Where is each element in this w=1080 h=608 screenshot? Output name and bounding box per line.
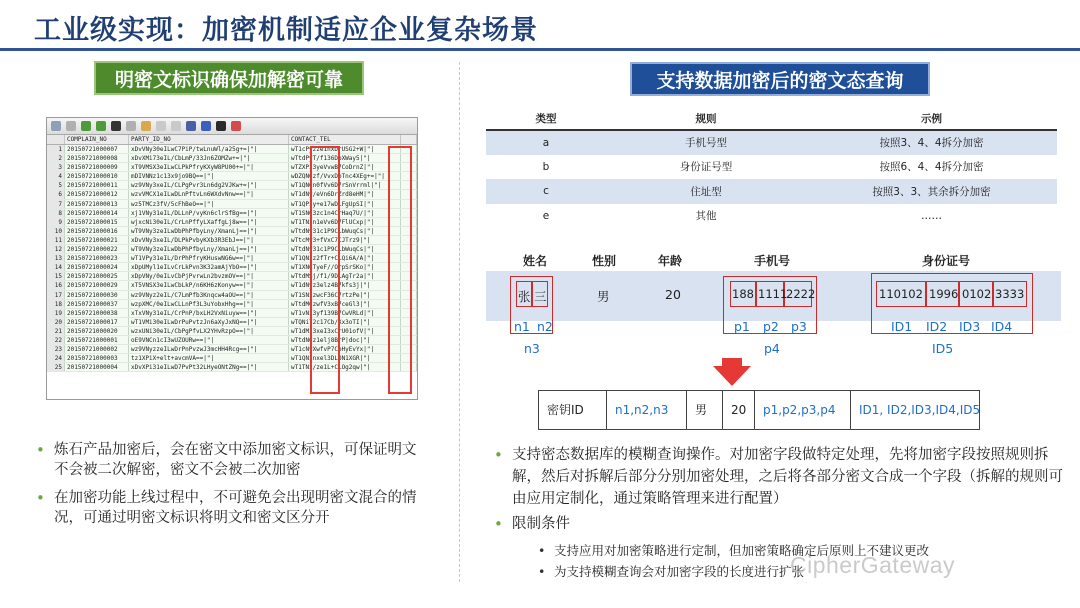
monitor-icon[interactable] bbox=[216, 121, 226, 131]
table-cell[interactable]: wTZXPi3yeVvwB7CoDrnZ|"| bbox=[289, 163, 401, 171]
table-cell[interactable]: wT1cNyXwfvP7CbHyEvYx|"| bbox=[289, 345, 401, 353]
eraser-icon[interactable] bbox=[171, 121, 181, 131]
table-cell[interactable]: 20150721000020 bbox=[65, 327, 129, 335]
table-cell[interactable]: wT1VPy31eIL/DrPhPfryKHuswNG6w==|"| bbox=[129, 254, 289, 262]
table-cell[interactable]: 20150721000009 bbox=[65, 163, 129, 171]
column-divider bbox=[459, 62, 460, 582]
right-bullet-list bbox=[492, 444, 1064, 538]
table-cell[interactable]: 20150721000014 bbox=[65, 209, 129, 217]
table-cell[interactable]: wT9VNy3zeILwDbPhPfbyLny/XmanLj==|"| bbox=[129, 227, 289, 235]
table-row bbox=[486, 155, 1057, 180]
table-cell: 身份证号型 bbox=[679, 161, 733, 174]
table-cell[interactable]: wT1SNC3zc1n4CrHaq7U/|"| bbox=[289, 209, 401, 217]
table-cell[interactable]: wzpXMC/0eILwCLLnPf3L3uYobxHhg==|"| bbox=[129, 300, 289, 308]
table-cell[interactable]: wT1XNCTyeF//OrpSrSKo|"| bbox=[289, 263, 401, 271]
table-cell[interactable]: 18 bbox=[47, 300, 65, 308]
pencil-icon[interactable] bbox=[156, 121, 166, 131]
table-cell[interactable]: 16 bbox=[47, 281, 65, 289]
table-cell: b bbox=[542, 160, 550, 173]
id-part: 0102 bbox=[962, 287, 992, 301]
table-cell[interactable]: wT9VNy3zeILwDbPhPfbyLny/XmanLj==|"| bbox=[129, 245, 289, 253]
id-cipher-cell: ID1, ID2,ID3,ID4,ID5 bbox=[859, 403, 981, 417]
home-icon[interactable] bbox=[141, 121, 151, 131]
table-cell[interactable]: 11 bbox=[47, 236, 65, 244]
table-cell[interactable]: 20150721000010 bbox=[65, 172, 129, 180]
left-bullet-list bbox=[34, 440, 424, 536]
table-cell[interactable]: wTtdNy31c1P9CLbWuqCs|"| bbox=[289, 227, 401, 235]
table-cell[interactable]: 20150721000012 bbox=[65, 190, 129, 198]
table-cell: 住址型 bbox=[606, 179, 806, 204]
table-cell[interactable]: 3 bbox=[47, 163, 65, 171]
spreadsheet-body bbox=[47, 145, 417, 372]
split-rule-table bbox=[486, 108, 1057, 228]
table-cell[interactable]: 10 bbox=[47, 227, 65, 235]
list-item: • 支持密态数据库的模糊查询操作。对加密字段做特定处理，先将加密字段按照规则拆解，然后对拆解后部分分别加密处理，之后将各部分密文合成一个字段（拆解的规则可由应用定制化，通过策略管理来进行配置） bbox=[492, 444, 1064, 510]
age-value: 20 bbox=[665, 287, 681, 302]
table-row[interactable] bbox=[47, 336, 417, 345]
table-cell[interactable]: 13 bbox=[47, 254, 65, 262]
table-cell[interactable]: 20150721000003 bbox=[65, 354, 129, 362]
table-cell[interactable]: wTtdPyT/f136DbXWay5|"| bbox=[289, 154, 401, 162]
table-cell[interactable]: tz1XPiX+elt+avcmVA==|"| bbox=[129, 354, 289, 362]
encrypted-result-row bbox=[538, 390, 980, 430]
table-cell[interactable]: xTxVNy31eIL/CrPnP/bxLH2VxNiuyw==|"| bbox=[129, 309, 289, 317]
key-id-cell: 密钥ID bbox=[539, 391, 607, 429]
table-cell[interactable]: 5 bbox=[47, 181, 65, 189]
table-cell[interactable]: wT1QPiy+e17wDLFgUpSI|"| bbox=[289, 200, 401, 208]
table-row[interactable] bbox=[47, 154, 417, 163]
table-cell[interactable]: 20150721000017 bbox=[65, 318, 129, 326]
table-cell[interactable]: wT1QNiz2fTr+CLQi6A/A|"| bbox=[289, 254, 401, 262]
save-icon[interactable] bbox=[201, 121, 211, 131]
grid-icon[interactable] bbox=[51, 121, 61, 131]
title-underline bbox=[0, 48, 1080, 51]
table-row bbox=[486, 130, 1057, 155]
table-cell[interactable]: 15 bbox=[47, 272, 65, 280]
table-cell[interactable]: wz9VNyz2eIL/C7LmPfb3Knqcw4aOU==|"| bbox=[129, 291, 289, 299]
table-cell: 其他 bbox=[695, 210, 717, 223]
table-cell[interactable]: 20150721000025 bbox=[65, 272, 129, 280]
table-cell[interactable]: 20150721000029 bbox=[65, 281, 129, 289]
ciphertext-spreadsheet bbox=[46, 117, 418, 400]
table-row[interactable] bbox=[47, 227, 417, 236]
list-item: • 限制条件 bbox=[492, 513, 1064, 535]
table-cell[interactable]: wT1QNinxel3DLON1XGR|"| bbox=[289, 354, 401, 362]
watermark: CipherGateway bbox=[790, 552, 956, 578]
table-cell[interactable]: 4 bbox=[47, 172, 65, 180]
table-row[interactable] bbox=[47, 218, 417, 227]
field-split-diagram bbox=[486, 244, 1061, 374]
table-cell[interactable]: 6 bbox=[47, 190, 65, 198]
table-cell[interactable]: mDIVNNz1c13x9jo9BQ==|"| bbox=[129, 172, 289, 180]
table-cell[interactable]: 20150721000013 bbox=[65, 200, 129, 208]
table-cell[interactable]: wz9VNyzzeILwDrPnPvzwJ3mcHH4Rcg==|"| bbox=[129, 345, 289, 353]
group-label: n3 bbox=[524, 341, 540, 356]
table-cell[interactable]: xj1VNy31eIL/DLLnP/vyKn6clrSfBg==|"| bbox=[129, 209, 289, 217]
ciphertext-marker-highlight bbox=[310, 146, 340, 394]
table-row[interactable] bbox=[47, 209, 417, 218]
table-cell[interactable]: 20150721000015 bbox=[65, 218, 129, 226]
table-header: 示例 bbox=[806, 108, 1057, 130]
segment-label: ID4 bbox=[991, 319, 1013, 334]
table-cell[interactable]: wT1dMi3xeI3xCrU01ofV|"| bbox=[289, 327, 401, 335]
table-cell[interactable]: 22 bbox=[47, 336, 65, 344]
segment-label: ID2 bbox=[926, 319, 948, 334]
phone-cipher-cell: p1,p2,p3,p4 bbox=[755, 391, 851, 429]
table-cell: 手机号型 bbox=[606, 130, 806, 155]
list-item: • 为支持模糊查询会对加密字段的长度进行扩张 bbox=[538, 561, 929, 582]
segment-label: p1 bbox=[734, 319, 750, 334]
table-cell[interactable]: wDZQNCzf/VvxDbTnc4XEg+=|"| bbox=[289, 172, 401, 180]
table-cell: 按照3、3、其余拆分加密 bbox=[806, 179, 1057, 204]
table-cell[interactable]: wTtdNCz1elj8BrP|doc|"| bbox=[289, 336, 401, 344]
table-cell[interactable]: 2 bbox=[47, 154, 65, 162]
table-row[interactable] bbox=[47, 236, 417, 245]
page-title: 工业级实现：加密机制适应企业复杂场景 bbox=[34, 15, 538, 46]
arrow-icon[interactable] bbox=[186, 121, 196, 131]
phone-part: 2222 bbox=[786, 287, 816, 301]
table-cell[interactable]: 7 bbox=[47, 200, 65, 208]
phone-part: 188 bbox=[732, 287, 754, 301]
table-cell[interactable]: wzxUNi30eIL/CbPgPfvLX2YHvRzpO==|"| bbox=[129, 327, 289, 335]
binoculars-icon[interactable] bbox=[111, 121, 121, 131]
table-cell: …… bbox=[921, 209, 942, 222]
table-cell[interactable]: wT1TNi/ze1L+CLOg2qw|"| bbox=[289, 363, 401, 371]
table-cell[interactable]: 20150721000038 bbox=[65, 309, 129, 317]
table-cell[interactable]: 20150721000037 bbox=[65, 300, 129, 308]
table-row[interactable] bbox=[47, 291, 417, 300]
table-cell[interactable]: 20150721000008 bbox=[65, 154, 129, 162]
table-cell[interactable]: xDvXMi73eIL/CbLmP/33Jn6ZOMZw+=|"| bbox=[129, 154, 289, 162]
table-cell[interactable]: wT1vNi3yf139B7CwVRLd|"| bbox=[289, 309, 401, 317]
table-cell[interactable]: wT1dNy/eVn6DrZrd8eHM|"| bbox=[289, 190, 401, 198]
table-cell[interactable]: 20150721000024 bbox=[65, 263, 129, 271]
table-cell[interactable]: 1 bbox=[47, 145, 65, 153]
table-cell[interactable]: wTtdNy31c1P9CLbWuqCs|"| bbox=[289, 245, 401, 253]
table-cell[interactable]: 25 bbox=[47, 363, 65, 371]
segment-label: n1 bbox=[514, 319, 530, 334]
list-item: • 炼石产品加密后，会在密文中添加密文标识，可保证明文不会被二次解密，密文不会被二次加密 bbox=[34, 440, 424, 480]
list-item: • 支持应用对加密策略进行定制，但加密策略确定后原则上不建议更改 bbox=[538, 540, 929, 561]
table-cell[interactable]: 17 bbox=[47, 291, 65, 299]
column-header-phone: 手机号 bbox=[754, 254, 791, 268]
table-cell[interactable]: wTtdMSj/f1/9DLAgTr2a|"| bbox=[289, 272, 401, 280]
dropdown-icon[interactable] bbox=[66, 121, 76, 131]
table-row[interactable] bbox=[47, 172, 417, 181]
table-cell[interactable]: 21 bbox=[47, 327, 65, 335]
table-cell[interactable]: 24 bbox=[47, 354, 65, 362]
table-cell[interactable]: wT1dNyz3elz4B7kfs3j|"| bbox=[289, 281, 401, 289]
column-header[interactable]: COMPLAIN_NO bbox=[65, 135, 129, 144]
column-header[interactable]: PARTY_ID_NO bbox=[129, 135, 289, 144]
table-row[interactable] bbox=[47, 245, 417, 254]
segment-label: p2 bbox=[763, 319, 779, 334]
table-cell[interactable]: xDvXPi31eILwD7PvPt32LHyeONtZNg==|"| bbox=[129, 363, 289, 371]
table-cell[interactable]: 20150721000011 bbox=[65, 181, 129, 189]
table-cell[interactable]: wz5TMCz3fV/5cFhBeO==|"| bbox=[129, 200, 289, 208]
table-row[interactable] bbox=[47, 345, 417, 354]
table-row[interactable] bbox=[47, 272, 417, 281]
table-cell[interactable]: 20150721000016 bbox=[65, 227, 129, 235]
left-section-banner: 明密文标识确保加解密可靠 bbox=[94, 61, 364, 95]
table-cell[interactable]: 20150721000023 bbox=[65, 254, 129, 262]
id-part: 3333 bbox=[995, 287, 1025, 301]
table-row[interactable] bbox=[47, 354, 417, 363]
spreadsheet-header bbox=[47, 135, 417, 145]
table-cell[interactable]: 20150721000022 bbox=[65, 245, 129, 253]
column-header[interactable]: CONTACT_TEL bbox=[289, 135, 401, 144]
id-part: 110102 bbox=[879, 287, 923, 301]
group-label: ID5 bbox=[932, 341, 954, 356]
table-cell: e bbox=[542, 209, 550, 222]
table-cell[interactable]: 8 bbox=[47, 209, 65, 217]
table-row[interactable] bbox=[47, 363, 417, 372]
table-cell[interactable]: 20150721000021 bbox=[65, 236, 129, 244]
table-cell[interactable]: wT1TNin1eVv6D7FlUCxp|"| bbox=[289, 218, 401, 226]
sort-down-icon[interactable] bbox=[81, 121, 91, 131]
table-row[interactable] bbox=[47, 254, 417, 263]
table-row[interactable] bbox=[47, 190, 417, 199]
table-cell[interactable]: xT5VNSX3eILwCbLkP/n6KH6zKonyw==|"| bbox=[129, 281, 289, 289]
group-label: p4 bbox=[764, 341, 780, 356]
table-cell[interactable]: wT1VMi30eILwDrPuPvtzJn6aXyJxNQ==|"| bbox=[129, 318, 289, 326]
down-arrow-icon bbox=[713, 366, 751, 386]
table-cell[interactable]: 20150721000002 bbox=[65, 345, 129, 353]
table-cell[interactable]: wzvVMCX1eILwDLnPftvLn6WXdvNnw==|"| bbox=[129, 190, 289, 198]
table-row[interactable] bbox=[47, 309, 417, 318]
table-row[interactable] bbox=[47, 163, 417, 172]
table-cell[interactable]: 12 bbox=[47, 245, 65, 253]
column-header-age: 年龄 bbox=[658, 254, 683, 268]
phone-part: 1111 bbox=[758, 287, 788, 301]
segment-label: p3 bbox=[791, 319, 807, 334]
table-header: 类型 bbox=[486, 108, 606, 130]
chart-icon[interactable] bbox=[231, 121, 241, 131]
age-cell: 20 bbox=[723, 391, 755, 429]
name-part: 张 bbox=[518, 289, 531, 304]
table-cell[interactable]: xDpUMyl1eILvCrLkPvn3K32amAjYbO==|"| bbox=[129, 263, 289, 271]
table-cell[interactable]: wT1cPyzze1nxDrUSG2+W|"| bbox=[289, 145, 401, 153]
name-part: 三 bbox=[534, 289, 547, 304]
sort-up-icon[interactable] bbox=[96, 121, 106, 131]
column-header-gender: 性别 bbox=[592, 254, 617, 268]
table-row[interactable] bbox=[47, 327, 417, 336]
list-item: • 在加密功能上线过程中，不可避免会出现明密文混合的情况，可通过明密文标识将明文和密文区分开 bbox=[34, 488, 424, 528]
table-cell[interactable]: oE9VNCn1cI3wUZOURw==|"| bbox=[129, 336, 289, 344]
id-part: 1996 bbox=[929, 287, 959, 301]
table-cell[interactable]: 20 bbox=[47, 318, 65, 326]
ciphertext-marker-highlight bbox=[388, 146, 412, 394]
segment-label: ID1 bbox=[891, 319, 913, 334]
segment-label: ID3 bbox=[959, 319, 981, 334]
table-cell: 按照3、4、4拆分加密 bbox=[806, 130, 1057, 155]
table-cell[interactable]: xDpVNy/0eILvCbPjPvrwLn2bvzmOV==|"| bbox=[129, 272, 289, 280]
table-cell[interactable]: 20150721000004 bbox=[65, 363, 129, 371]
table-cell[interactable]: xT9VMSX3eILwCLPkPfryKXyW8PU00+=|"| bbox=[129, 163, 289, 171]
table-cell[interactable]: 14 bbox=[47, 263, 65, 271]
table-cell[interactable]: wTtcMy3+fVxC7CJTrz9|"| bbox=[289, 236, 401, 244]
table-cell[interactable]: 20150721000007 bbox=[65, 145, 129, 153]
column-header-id: 身份证号 bbox=[922, 254, 971, 268]
name-cipher-cell: n1,n2,n3 bbox=[607, 391, 687, 429]
table-cell[interactable]: 20150721000001 bbox=[65, 336, 129, 344]
table-cell[interactable]: 19 bbox=[47, 309, 65, 317]
table-cell[interactable]: wjxcNi30eIL/CrLnPffyLXaffgLj8w==|"| bbox=[129, 218, 289, 226]
table-row bbox=[486, 179, 1057, 204]
table-row bbox=[486, 204, 1057, 229]
table-cell[interactable]: 20150721000030 bbox=[65, 291, 129, 299]
table-cell: 按照6、4、4拆分加密 bbox=[879, 161, 984, 174]
table-row[interactable] bbox=[47, 263, 417, 272]
table-cell[interactable]: wT1SNizwcF36C7rtzPe|"| bbox=[289, 291, 401, 299]
table-cell[interactable]: xDvVNy3xeIL/DLPkPvbyKXb3R3EbJ==|"| bbox=[129, 236, 289, 244]
segment-label: n2 bbox=[537, 319, 553, 334]
spreadsheet-toolbar bbox=[47, 118, 417, 135]
table-cell[interactable]: xDvVNy30eILwC7PiP/twLnuWl/a25g+=|"| bbox=[129, 145, 289, 153]
table-cell[interactable]: 23 bbox=[47, 345, 65, 353]
table-cell[interactable]: wz9VNy3xeIL/CLPgPvr3Ln6dg2VJKw+=|"| bbox=[129, 181, 289, 189]
column-header-name: 姓名 bbox=[523, 254, 548, 268]
table-row[interactable] bbox=[47, 145, 417, 154]
table-row[interactable] bbox=[47, 300, 417, 309]
right-section-banner: 支持数据加密后的密文态查询 bbox=[630, 62, 930, 96]
table-row[interactable] bbox=[47, 281, 417, 290]
table-row[interactable] bbox=[47, 181, 417, 190]
filter-icon[interactable] bbox=[126, 121, 136, 131]
table-cell[interactable]: wT1QNCn0fVv6D7rSnVrrml|"| bbox=[289, 181, 401, 189]
gender-cell: 男 bbox=[687, 391, 723, 429]
table-row[interactable] bbox=[47, 318, 417, 327]
table-cell[interactable]: 9 bbox=[47, 218, 65, 226]
table-cell[interactable]: wTtdMCzwfV3xB7ceGl3|"| bbox=[289, 300, 401, 308]
table-cell: c bbox=[486, 179, 606, 204]
table-header: 规则 bbox=[606, 108, 806, 130]
table-row[interactable] bbox=[47, 200, 417, 209]
gender-value: 男 bbox=[597, 289, 610, 304]
table-cell: a bbox=[486, 130, 606, 155]
table-cell[interactable]: wTQNi72c17Cb/Xx3oTI|"| bbox=[289, 318, 401, 326]
